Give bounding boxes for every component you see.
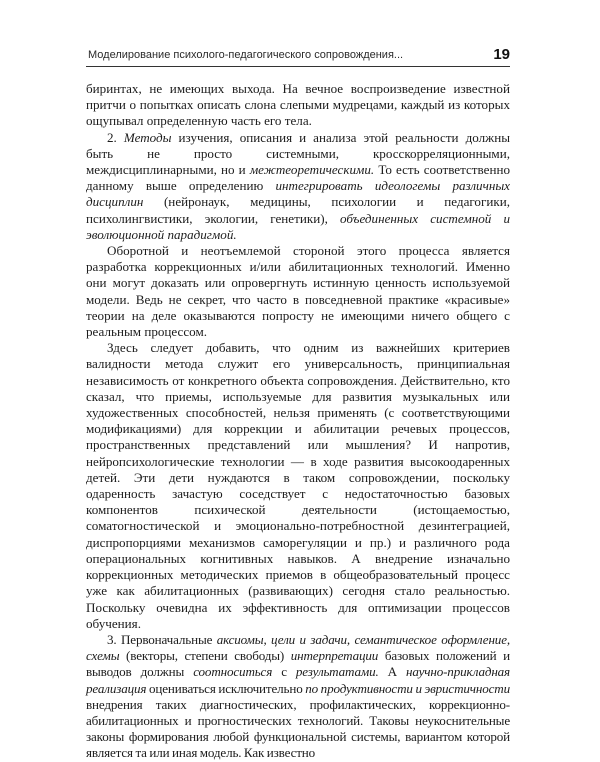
book-page	[86, 44, 510, 762]
text-run: биринтах, не имеющих выхода. На вечное воспроизведение известной притчи о попытках описать слона слепыми мудрецами, каждый из которых ощупывал определенную часть его тела.	[86, 81, 510, 129]
paragraph-5	[86, 632, 510, 762]
running-header	[86, 44, 510, 67]
italic-text-run: научно-прикладная реализация	[86, 664, 510, 696]
text-run: (векторы, степени свободы)	[119, 648, 291, 664]
text-run: базовых положений и выводов должны	[86, 648, 510, 680]
text-run: То есть соответственно данному выше определению	[86, 162, 511, 194]
paragraph-4	[86, 340, 510, 632]
paragraph-2	[86, 130, 510, 243]
italic-text-run: результатами.	[295, 664, 379, 680]
text-run: с	[272, 664, 296, 680]
running-title: Моделирование психолого-педагогического сопровождения...	[88, 49, 404, 61]
text-run: внедрения таких диагностических, профилактических, коррекционно-абилитационных и прогностических технологий. Таковы неукоснительные законы формирования любой функциональной системы, вариантом которой является та или иная модель. Как известно	[86, 696, 510, 761]
text-run: 3. Первоначальные	[107, 631, 217, 647]
text-run: оцениваться исключительно	[146, 680, 306, 696]
italic-text-run: соотноситься	[193, 664, 273, 680]
text-run: изучения, описания и анализа этой реальности должны быть не просто системными, кросскорреляционными, междисциплинарными, но и	[86, 129, 511, 178]
paragraph-3	[86, 243, 510, 340]
italic-text-run: интегрировать идеологемы различных дисциплин	[86, 178, 510, 210]
text-run: 2.	[107, 129, 124, 145]
body-text	[86, 81, 510, 762]
text-run: (нейронаук, медицины, психологии и педагогики, психолингвистики, экологии, генетики),	[86, 194, 510, 226]
paragraph-1	[86, 81, 510, 130]
italic-text-run: по продуктивности и эвристичности	[305, 680, 510, 696]
text-run: А	[378, 664, 407, 680]
text-run: Оборотной и неотъемлемой стороной этого процесса является разработка коррекционных и/или абилитационных технологий. Именно они могут доказать или опровергнуть истинную ценность используемой модели. Ведь не секрет, что часто в повседневной практике «красивые» теории на деле оказываются попросту не имеющими ничего общего с реальным процессом.	[86, 243, 510, 340]
italic-text-run: межтеоретическими.	[249, 162, 375, 178]
page-number: 19	[493, 46, 510, 63]
italic-text-run: объединенных системной и эволюционной парадигмой.	[86, 210, 510, 242]
italic-text-run: Методы	[123, 129, 172, 145]
italic-text-run: интерпретации	[290, 648, 379, 664]
text-run: Здесь следует добавить, что одним из важнейших критериев валидности метода служит его универсальность, принципиальная независимость от конкретного объекта сопровождения. Действительно, кто сказал, что приемы, используемые для развития музыкальных или художественных способностей, нельзя применять (с соответствующими модификациями) для коррекции и абилитации речевых процессов, пространственных представлений или мышления? И напротив, нейропсихологические технологии — в ходе развития высокоодаренных детей. Эти дети нуждаются в таком сопровождении, поскольку одаренность зачастую соседствует с недостаточностью базовых компонентов психической деятельности (истощаемостью, соматогностической и эмоционально-потребностной дезинтеграцией, диспропорциями механизмов саморегуляции и пр.) и различного рода операциональных когнитивных навыков. А внедрение изначально коррекционных методических приемов в общеобразовательный процесс уже как абилитационных (развивающих) сегодня стало реальностью. Поскольку очевидна их эффективность для оптимизации процессов обучения.	[86, 340, 510, 631]
italic-text-run: аксиомы, цели и задачи, семантическое оформление, схемы	[86, 631, 510, 664]
